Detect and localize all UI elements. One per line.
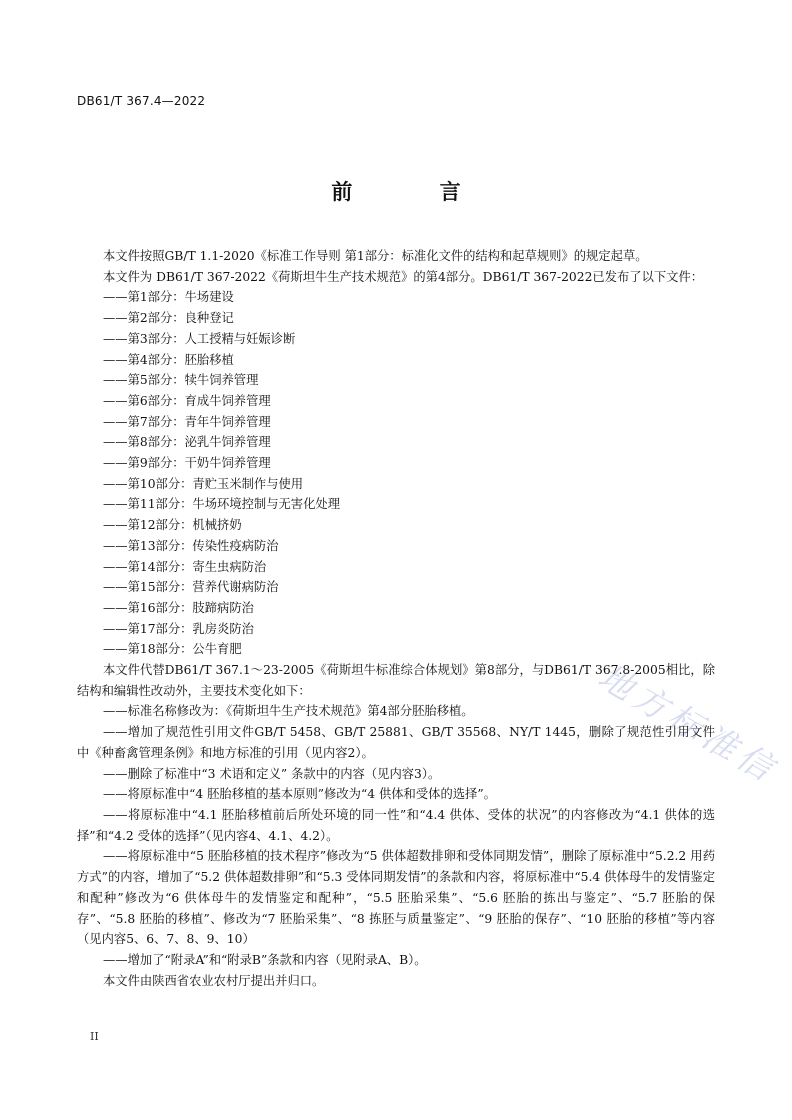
list-item: ——第13部分：传染性疫病防治	[103, 538, 279, 553]
list-item: ——第8部分：泌乳牛饲养管理	[103, 435, 271, 450]
change-item: ——增加了规范性引用文件GB/T 5458、GB/T 25881、GB/T 35568、NY/T 1445，删除了规范性引用文件中《种畜禽管理条例》和地方标准的引用（见内容2）。	[77, 725, 715, 760]
list-item: ——第7部分：青年牛饲养管理	[103, 414, 271, 429]
paragraph: 本文件由陕西省农业农村厅提出并归口。	[103, 973, 325, 988]
paragraph: 本文件代替DB61/T 367.1～23-2005《荷斯坦牛标准综合体规划》第8部分，与DB61/T 367.8-2005相比，除结构和编辑性改动外，主要技术变化如下：	[77, 663, 715, 698]
page-title: 前 言	[331, 180, 501, 204]
foreword-body	[77, 246, 715, 991]
change-item: ——标准名称修改为：《荷斯坦牛生产技术规范》第4部分胚胎移植。	[103, 704, 474, 719]
list-item: ——第9部分：干奶牛饲养管理	[103, 456, 271, 471]
list-item: ——第16部分：肢蹄病防治	[103, 600, 254, 615]
list-item: ——第18部分：公牛育肥	[103, 642, 242, 657]
list-item: ——第1部分：牛场建设	[103, 290, 234, 305]
page-number: II	[90, 1030, 99, 1043]
paragraph: 本文件为 DB61/T 367-2022《荷斯坦牛生产技术规范》的第4部分。DB61/T 367-2022已发布了以下文件：	[103, 269, 704, 284]
change-item: ——将原标准中“4 胚胎移植的基本原则”修改为“4 供体和受体的选择”。	[103, 787, 496, 802]
list-item: ——第6部分：育成牛饲养管理	[103, 393, 271, 408]
list-item: ——第15部分：营养代谢病防治	[103, 580, 279, 595]
list-item: ——第10部分：青贮玉米制作与使用	[103, 476, 304, 491]
watermark: 地方标准信	[591, 656, 785, 792]
list-item: ——第11部分：牛场环境控制与无害化处理	[103, 497, 340, 512]
list-item: ——第5部分：犊牛饲养管理	[103, 373, 259, 388]
list-item: ——第4部分：胚胎移植	[103, 352, 234, 367]
document-code: DB61/T 367.4—2022	[77, 94, 206, 108]
change-item: ——将原标准中“5 胚胎移植的技术程序”修改为“5 供体超数排卵和受体同期发情”，删除了原标准中“5.2.2 用药方式”的内容，增加了“5.2 供体超数排卵”和“5.3 受体同期发情”的条款和内容，将原标准中“5.4 供体母牛的发情鉴定和配种”修改为“6 供体母牛的发情鉴定和配种”，“5.5 胚胎采集”、“5.6 胚胎的拣出与鉴定”、“5.7 胚胎的保存”、“5.8 胚胎的移植”、修改为“7 胚胎采集”、“8 拣胚与质量鉴定”、“9 胚胎的保存”、“10 胚胎的移植”等内容（见内容5、6、7、8、9、10）	[77, 849, 715, 947]
list-item: ——第12部分：机械挤奶	[103, 518, 242, 533]
change-item: ——增加了“附录A”和“附录B”条款和内容（见附录A、B）。	[103, 952, 427, 967]
change-item: ——将原标准中“4.1 胚胎移植前后所处环境的同一性”和“4.4 供体、受体的状况”的内容修改为“4.1 供体的选择”和“4.2 受体的选择”（见内容4、4.1、4.2）。	[77, 807, 715, 843]
list-item: ——第2部分：良种登记	[103, 311, 234, 326]
list-item: ——第3部分：人工授精与妊娠诊断	[103, 331, 296, 346]
change-item: ——删除了标准中“3 术语和定义” 条款中的内容（见内容3）。	[103, 766, 441, 781]
list-item: ——第17部分：乳房炎防治	[103, 621, 254, 636]
list-item: ——第14部分：寄生虫病防治	[103, 559, 267, 574]
paragraph: 本文件按照GB/T 1.1-2020《标准工作导则 第1部分：标准化文件的结构和起草规则》的规定起草。	[103, 249, 648, 263]
